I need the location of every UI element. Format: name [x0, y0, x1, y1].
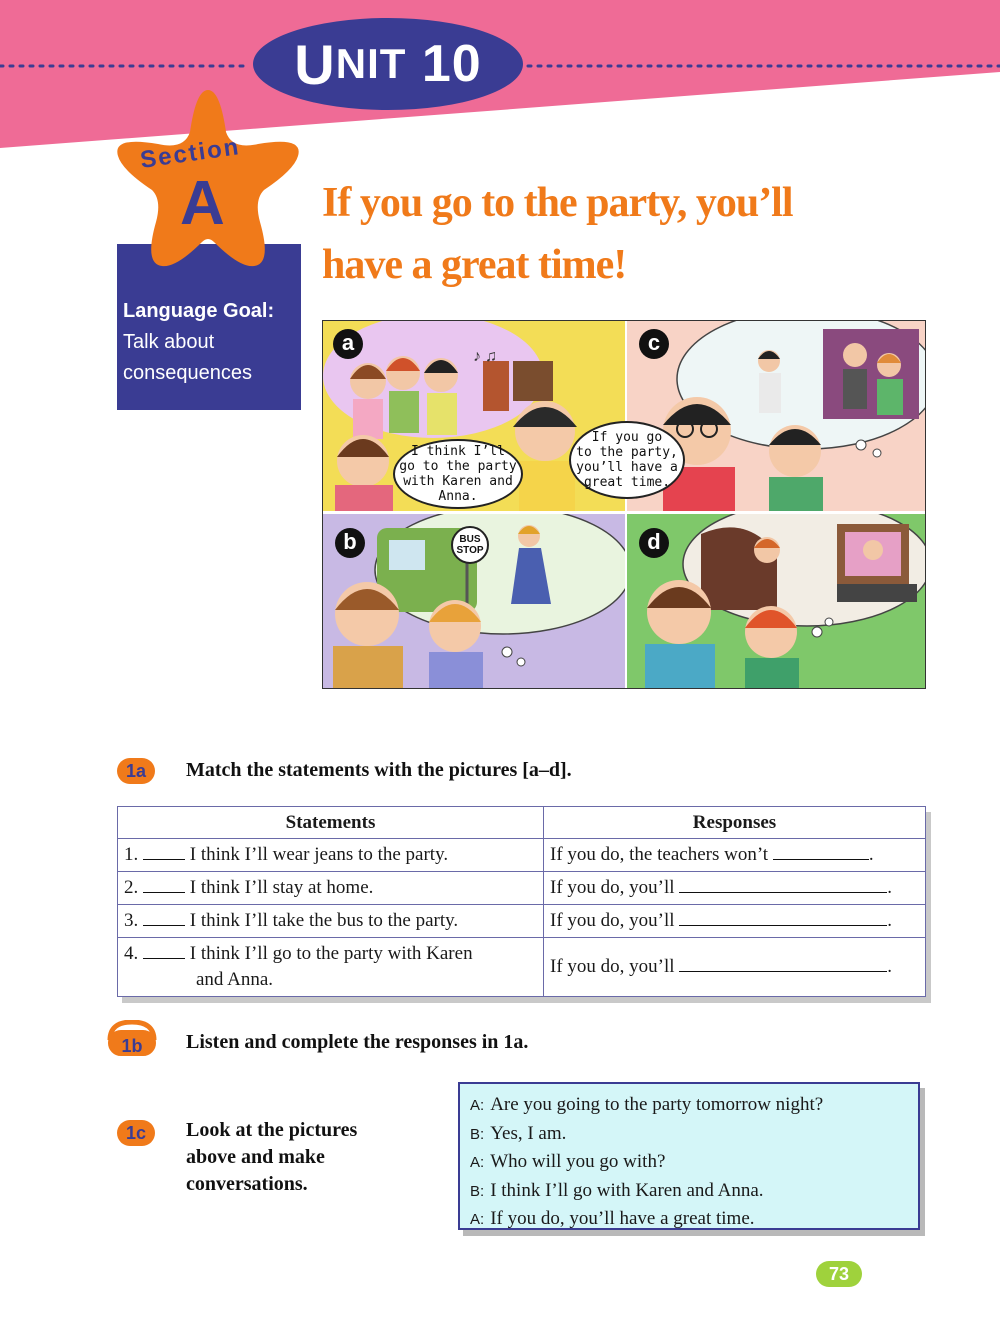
conversation-line	[470, 1177, 918, 1206]
response-text: If you do, you’ll	[550, 956, 675, 977]
response-blank[interactable]	[679, 910, 887, 926]
response-text: If you do, you’ll	[550, 877, 675, 898]
instruction-1c-line3: conversations.	[186, 1173, 308, 1195]
unit-first-letter: U	[294, 32, 336, 96]
page-number: 73	[816, 1261, 862, 1287]
table-row	[118, 938, 926, 997]
comic-panel-d	[627, 514, 926, 689]
header-statements: Statements	[118, 807, 544, 839]
speaker-label: A:	[470, 1097, 485, 1114]
statement-text: I think I’ll stay at home.	[189, 877, 374, 898]
response-end: .	[887, 910, 893, 931]
header-responses: Responses	[544, 807, 926, 839]
response-cell	[544, 839, 926, 872]
svg-text:♪ ♫: ♪ ♫	[473, 348, 497, 365]
bus-stop-sign	[451, 526, 489, 564]
bus-sign-line1: BUS	[459, 534, 481, 545]
conversation-text: If you do, you’ll have a great time.	[490, 1208, 755, 1229]
badge-1c: 1c	[117, 1120, 155, 1146]
bus-sign-line2: STOP	[456, 545, 484, 556]
response-cell	[544, 872, 926, 905]
conversation-line	[470, 1120, 918, 1149]
comic-panel-b	[323, 514, 625, 689]
answer-blank[interactable]	[143, 943, 185, 959]
bubble-c-line2: to the party,	[576, 445, 678, 460]
bubble-a-line4: Anna.	[438, 489, 478, 504]
speaker-label: A:	[470, 1211, 485, 1228]
statement-cell	[118, 905, 544, 938]
statement-cell	[118, 839, 544, 872]
title-line1: If you go to the party, you’ll	[322, 180, 793, 226]
section-letter: A	[180, 169, 225, 238]
instruction-1c-line1: Look at the pictures	[186, 1119, 358, 1141]
speaker-label: A:	[470, 1154, 485, 1171]
instruction-1a: Match the statements with the pictures [a–d].	[186, 759, 572, 781]
table-row	[118, 905, 926, 938]
conversation-box	[458, 1082, 920, 1230]
match-table	[117, 806, 926, 997]
conversation-text: Yes, I am.	[490, 1122, 567, 1144]
tv-watching-illustration	[627, 514, 926, 689]
statement-cell	[118, 938, 544, 997]
unit-rest-letters: NIT	[335, 40, 407, 87]
panel-label-d: d	[639, 528, 669, 558]
response-text: If you do, you’ll	[550, 910, 675, 931]
language-goal-label: Language Goal:	[123, 300, 275, 322]
unit-number: 10	[421, 35, 482, 93]
conversation-line	[470, 1091, 918, 1120]
headphones-icon	[104, 1020, 160, 1040]
conversation-text: Are you going to the party tomorrow night?	[490, 1094, 824, 1115]
panel-label-c: c	[639, 329, 669, 359]
answer-blank[interactable]	[143, 844, 185, 860]
statement-text: I think I’ll take the bus to the party.	[189, 910, 459, 931]
conversation-text: I think I’ll go with Karen and Anna.	[490, 1179, 764, 1201]
row-number: 4.	[124, 943, 139, 964]
section-word: Section	[138, 133, 243, 174]
instruction-1b: Listen and complete the responses in 1a.	[186, 1031, 529, 1053]
language-goal-line1: Talk about	[123, 331, 215, 353]
table-row	[118, 872, 926, 905]
speech-bubble-a	[393, 439, 523, 509]
panel-label-a: a	[333, 329, 363, 359]
bubble-c-line3: you’ll have a	[576, 460, 678, 475]
row-number: 3.	[124, 910, 139, 931]
comic-illustration	[322, 320, 926, 689]
response-end: .	[868, 844, 874, 865]
conversation-line	[470, 1205, 918, 1234]
statement-cell	[118, 872, 544, 905]
statement-text-cont: and Anna.	[196, 969, 274, 990]
statement-text: I think I’ll go to the party with Karen	[189, 943, 473, 964]
conversation-line	[470, 1148, 918, 1177]
response-blank[interactable]	[773, 844, 869, 860]
language-goal-line2: consequences	[123, 362, 252, 384]
speech-bubble-c	[569, 421, 685, 499]
speaker-label: B:	[470, 1125, 485, 1143]
bubble-a-line2: go to the party	[399, 459, 517, 474]
row-number: 1.	[124, 844, 139, 865]
response-blank[interactable]	[679, 956, 887, 972]
instruction-1c	[186, 1117, 357, 1198]
bubble-c-line4: great time.	[583, 475, 671, 490]
title-line2: have a great time!	[322, 242, 627, 288]
table-row	[118, 839, 926, 872]
panel-label-b: b	[335, 528, 365, 558]
response-cell	[544, 938, 926, 997]
statement-text: I think I’ll wear jeans to the party.	[189, 844, 449, 865]
answer-blank[interactable]	[143, 877, 185, 893]
response-end: .	[887, 956, 893, 977]
response-blank[interactable]	[679, 877, 887, 893]
row-number: 2.	[124, 877, 139, 898]
speaker-label: B:	[470, 1182, 485, 1200]
badge-1b-text: 1b	[121, 1036, 143, 1056]
response-end: .	[887, 877, 893, 898]
instruction-1c-line2: above and make	[186, 1146, 325, 1168]
bubble-c-line1: If you go	[591, 430, 663, 445]
table-header-row	[118, 807, 926, 839]
answer-blank[interactable]	[143, 910, 185, 926]
bubble-a-line1: I think I’ll	[411, 444, 505, 459]
conversation-text: Who will you go with?	[490, 1151, 666, 1172]
badge-1a: 1a	[117, 758, 155, 784]
response-cell	[544, 905, 926, 938]
page-title	[322, 172, 882, 296]
bubble-a-line3: with Karen and	[403, 474, 513, 489]
response-text: If you do, the teachers won’t	[550, 844, 769, 865]
